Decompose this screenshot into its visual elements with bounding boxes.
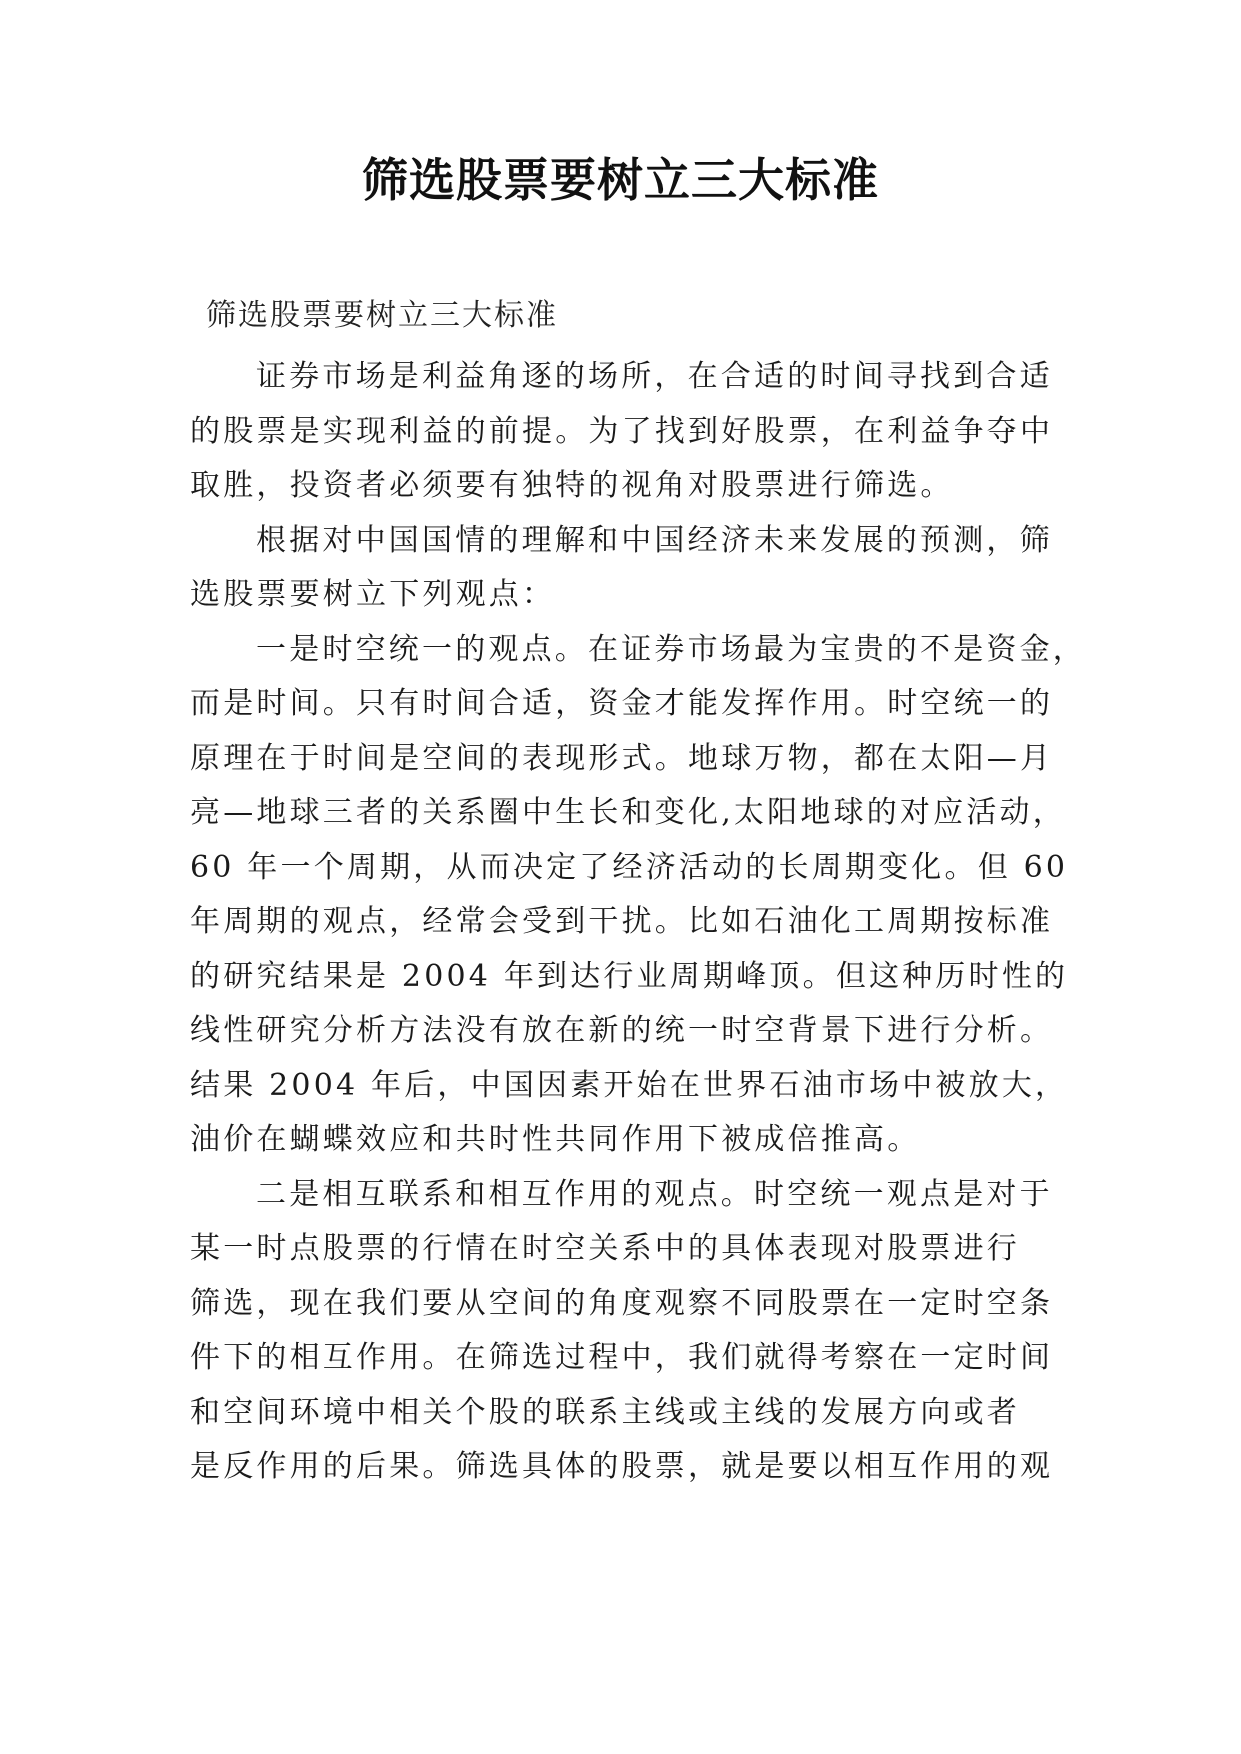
document-title: 筛选股票要树立三大标准 [362, 153, 879, 207]
body-text-line: 取胜，投资者必须要有独特的视角对股票进行筛选。 [190, 468, 954, 503]
body-text-line: 的研究结果是 2004 年到达行业周期峰顶。但这种历时性的 [190, 958, 1069, 994]
body-text-line: 二是相互联系和相互作用的观点。时空统一观点是对于 [256, 1176, 1053, 1212]
body-text-line: 选股票要树立下列观点： [190, 577, 556, 612]
body-text-line: 结果 2004 年后，中国因素开始在世界石油市场中被放大， [190, 1067, 1069, 1103]
body-text-line: 亮—地球三者的关系圈中生长和变化,太阳地球的对应活动， [190, 795, 1066, 830]
body-text-line: 原理在于时间是空间的表现形式。地球万物，都在太阳—月 [190, 740, 1054, 776]
document-body [190, 350, 1086, 1495]
body-text-line: 根据对中国国情的理解和中国经济未来发展的预测，筛 [256, 522, 1053, 558]
body-text-line: 和空间环境中相关个股的联系主线或主线的发展方向或者 [190, 1394, 1020, 1430]
body-text-line: 某一时点股票的行情在时空关系中的具体表现对股票进行 [190, 1231, 1020, 1266]
body-text-line: 是反作用的后果。筛选具体的股票，就是要以相互作用的观 [190, 1449, 1054, 1484]
body-text-line: 筛选，现在我们要从空间的角度观察不同股票在一定时空条 [190, 1285, 1054, 1321]
body-text-line: 一是时空统一的观点。在证券市场最为宝贵的不是资金， [256, 631, 1086, 667]
body-text-line: 线性研究分析方法没有放在新的统一时空背景下进行分析。 [190, 1013, 1054, 1048]
body-text-line: 证券市场是利益角逐的场所，在合适的时间寻找到合适 [256, 359, 1053, 394]
body-text-line: 年周期的观点，经常会受到干扰。比如石油化工周期按标准 [190, 904, 1054, 939]
body-text-line: 的股票是实现利益的前提。为了找到好股票，在利益争夺中 [190, 413, 1054, 449]
body-text-line: 60 年一个周期，从而决定了经济活动的长周期变化。但 60 [190, 849, 1069, 885]
document-subtitle: 筛选股票要树立三大标准 [206, 298, 558, 333]
body-text-line: 油价在蝴蝶效应和共时性共同作用下被成倍推高。 [190, 1122, 921, 1157]
body-text-line: 而是时间。只有时间合适，资金才能发挥作用。时空统一的 [190, 686, 1054, 721]
body-text-line: 件下的相互作用。在筛选过程中，我们就得考察在一定时间 [190, 1340, 1054, 1375]
